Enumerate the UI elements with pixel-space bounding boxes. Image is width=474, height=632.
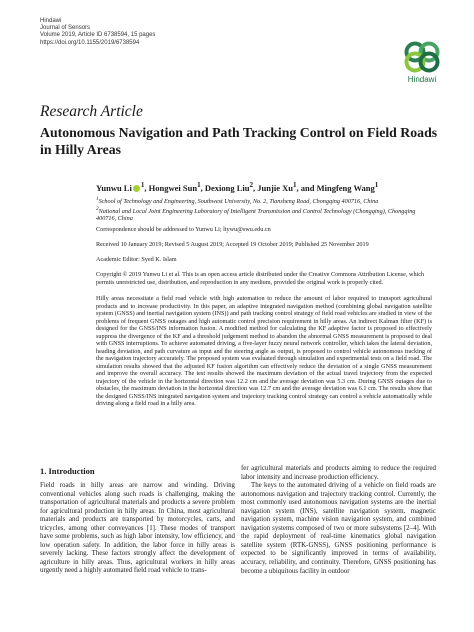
affiliation-1: $^1$School of Technology and Engineering, Southwest University, No. 2, Tiansheng Road, Chongqing 400716, China: [96, 196, 379, 206]
abstract: Hilly areas necessitate a field road vehicle with high automation to reduce the amount of labor required to transport agricultural products and to increase productivity. In this paper, an adaptive integrated navigation method (combining global navigation satellite system (GNSS) and inertial navigation system (INS)) and path tracking control strategy of field road vehicles are studied in view of the problems of frequent GNSS outages and high automatic control precision requirement in hilly areas. An indirect Kalman filter (KF) is designed for the GNSS/INS information fusion. A modified method for calculating the KF adaptive factor is proposed to effectively suppress the divergence of the KF and a threshold judgement method to abandon the abnormal GNSS measurement is proposed to deal with GNSS interruptions. To achieve automated driving, a five-layer fuzzy neural network controller, which takes the lateral deviation, heading deviation, and path curvature as input and the steering angle as output, is proposed to control vehicle autonomous tracking of the navigation trajectory accurately. The proposed system was evaluated through simulation and experimental tests on a field road. The simulation results showed that the adjusted KF fusion algorithm can effectively reduce the deviation of a single GNSS measurement and improve the overall accuracy. The test results showed the maximum deviation of the actual travel trajectory from the expected trajectory of the vehicle in the horizontal direction was 12.2 cm and the average deviation was 5.3 cm. During GNSS outages due to obstacles, the maximum deviation in the horizontal direction was 12.7 cm and the average deviation was 6.1 cm. The results show that the designed GNSS/INS integrated navigation system and trajectory tracking control strategy can control a vehicle automatically while driving along a field road in a hilly area.: [96, 295, 432, 408]
journal-name: Journal of Sensors: [40, 25, 91, 32]
author-1[interactable]: Yunwu Li $^1$: [96, 181, 145, 193]
intro-paragraph-2: The keys to the automated driving of a vehicle on field roads are autonomous navigation and trajectory tracking control. Currently, the most commonly used autonomous navigation systems are the inertial navigation system (INS), satellite navigation system, magnetic navigation system, machine vision navigation system, and combined navigation systems composed of two or more subsystems [2–4]. With the rapid deployment of real-time kinematics global navigation satellite system (RTK-GNSS), GNSS positioning performance is expected to be significantly improved in terms of availability, accuracy, reliability, and continuity. Therefore, GNSS positioning has become a ubiquitous facility in outdoor: [241, 482, 436, 575]
affiliations: [96, 196, 436, 223]
article-title: Autonomous Navigation and Path Tracking Control on Field Roads in Hilly Areas: [40, 125, 438, 157]
orcid-icon[interactable]: [133, 185, 140, 192]
affiliation-2: $^2$National and Local Joint Engineering Laboratory of Intelligent Transmission and Control Technology (Chongqing), Chongqing 400716, China: [96, 205, 416, 223]
publisher-name: Hindawi: [40, 18, 62, 24]
copyright-notice: Copyright © 2019 Yunwu Li et al. This is an open access article distributed under the Creative Commons Attribution License, which permits unrestricted use, distribution, and reproduction in any medium, provided the original work is properly cited.: [96, 271, 425, 286]
author-4[interactable]: Junjie Xu$^1$: [257, 181, 297, 193]
intro-paragraph-1: Field roads in hilly areas are narrow and winding. Driving conventional vehicles along such roads is challenging, making the transportation of agricultural materials and products a severe problem for agricultural production in hilly areas. In China, most agricultural materials and products are transported by motorcycles, carts, and tricycles, among other conveyances [1]. These modes of transport have some problems, such as high labor intensity, low efficiency, and low operation safety. In addition, the labor force in hilly areas is severely lacking. These factors strongly affect the development of agriculture in hilly areas. Thus, agricultural workers in hilly areas urgently need a highly automated field road vehicle to trans-: [40, 482, 235, 575]
intro-paragraph-1-continued: fer agricultural materials and products aiming to reduce the required labor intensity and increase production efficiency.: [241, 465, 436, 481]
doi-link[interactable]: https://doi.org/10.1155/2019/6738594: [40, 39, 140, 46]
article-dates: Received 10 January 2019; Revised 5 August 2019; Accepted 19 October 2019; Published 25 November 2019: [96, 241, 369, 248]
author-2[interactable]: Hongwei Sun$^1$: [148, 181, 201, 193]
intro-left-column: [40, 466, 235, 576]
author-3[interactable]: Dexiong Liu$^2$: [204, 181, 254, 193]
journal-meta: [40, 18, 155, 47]
author-5[interactable]: and Mingfeng Wang$^1$: [300, 181, 379, 193]
correspondence: Correspondence should be addressed to Yunwu Li; liywu@swu.edu.cn: [96, 226, 271, 233]
logo-wordmark: Hindawi: [407, 75, 437, 84]
intro-right-column: [241, 465, 436, 576]
academic-editor: Academic Editor: Syed K. Islam: [96, 256, 177, 263]
author-list: Yunwu Li $^1$, Hongwei Sun$^1$, Dexiong Liu$^2$, Junjie Xu$^1$, and Mingfeng Wang$^1$: [96, 181, 379, 193]
volume-line: Volume 2019, Article ID 6738594, 15 pages: [40, 32, 156, 39]
article-type: Research Article: [40, 103, 143, 120]
hindawi-logo: [398, 40, 446, 84]
hindawi-logo-icon: [402, 40, 442, 74]
section-heading-introduction: 1. Introduction: [40, 466, 95, 476]
